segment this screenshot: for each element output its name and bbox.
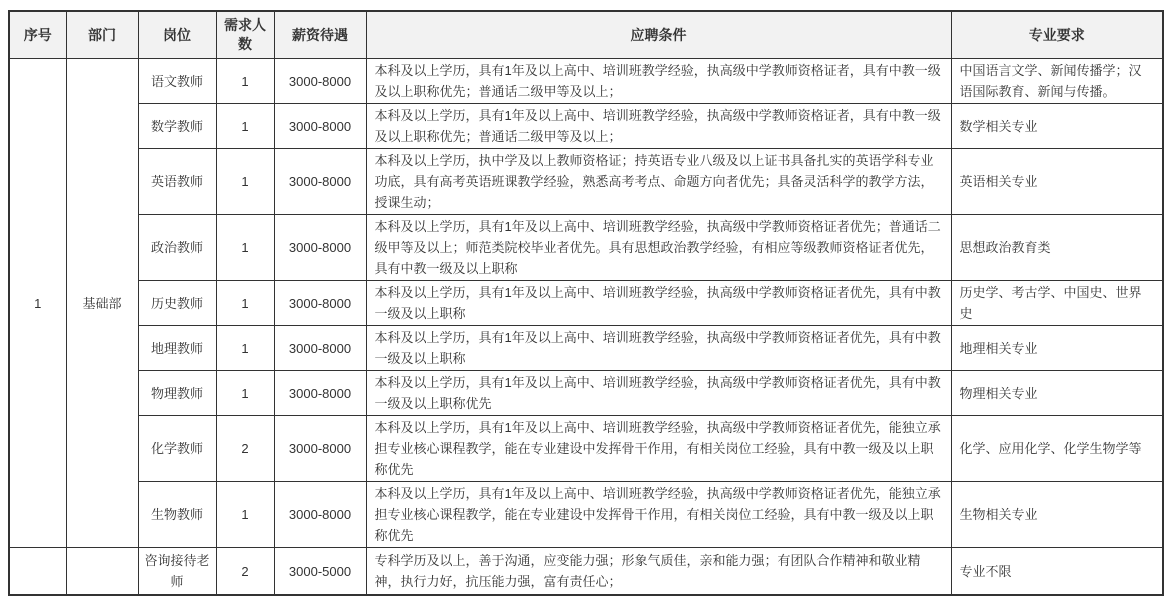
department-cell [66,548,138,596]
table-row [9,215,1163,281]
position-cell: 生物教师 [138,482,216,548]
count-cell: 1 [216,59,274,104]
conditions-cell: 本科及以上学历，具有1年及以上高中、培训班教学经验，执高级中学教师资格证者，具有中教一级及以上职称优先；普通话二级甲等及以上； [366,104,951,149]
conditions-cell: 本科及以上学历，具有1年及以上高中、培训班教学经验，执高级中学教师资格证者，具有中教一级及以上职称优先；普通话二级甲等及以上； [366,59,951,104]
salary-cell: 3000-8000 [274,104,366,149]
col-header-serial: 序号 [9,11,66,59]
count-cell: 2 [216,416,274,482]
major-cell: 地理相关专业 [951,326,1163,371]
conditions-cell: 本科及以上学历，具有1年及以上高中、培训班教学经验，执高级中学教师资格证者优先，具有中教一级及以上职称 [366,326,951,371]
salary-cell: 3000-5000 [274,548,366,596]
salary-cell: 3000-8000 [274,326,366,371]
position-cell: 物理教师 [138,371,216,416]
position-cell: 化学教师 [138,416,216,482]
salary-cell: 3000-8000 [274,281,366,326]
conditions-cell: 本科及以上学历，具有1年及以上高中、培训班教学经验，执高级中学教师资格证者优先，具有中教一级及以上职称 [366,281,951,326]
table-row [9,482,1163,548]
salary-cell: 3000-8000 [274,149,366,215]
table-row [9,416,1163,482]
position-cell: 地理教师 [138,326,216,371]
position-cell: 数学教师 [138,104,216,149]
major-cell: 思想政治教育类 [951,215,1163,281]
major-cell: 英语相关专业 [951,149,1163,215]
position-cell: 政治教师 [138,215,216,281]
position-cell: 英语教师 [138,149,216,215]
salary-cell: 3000-8000 [274,482,366,548]
count-cell: 2 [216,548,274,596]
table-row [9,281,1163,326]
position-cell: 历史教师 [138,281,216,326]
major-cell: 中国语言文学、新闻传播学；汉语国际教育、新闻与传播。 [951,59,1163,104]
table-row [9,371,1163,416]
table-row [9,149,1163,215]
major-cell: 专业不限 [951,548,1163,596]
salary-cell: 3000-8000 [274,215,366,281]
salary-cell: 3000-8000 [274,416,366,482]
table-row [9,104,1163,149]
count-cell: 1 [216,326,274,371]
count-cell: 1 [216,482,274,548]
major-cell: 化学、应用化学、化学生物学等 [951,416,1163,482]
count-cell: 1 [216,215,274,281]
major-cell: 历史学、考古学、中国史、世界史 [951,281,1163,326]
salary-cell: 3000-8000 [274,371,366,416]
serial-cell: 1 [9,59,66,548]
major-cell: 数学相关专业 [951,104,1163,149]
conditions-cell: 本科及以上学历，具有1年及以上高中、培训班教学经验，执高级中学教师资格证者优先，能独立承担专业核心课程教学，能在专业建设中发挥骨干作用，有相关岗位工经验，具有中教一级及以上职称优先 [366,482,951,548]
conditions-cell: 本科及以上学历，具有1年及以上高中、培训班教学经验，执高级中学教师资格证者优先；普通话二级甲等及以上；师范类院校毕业者优先。具有思想政治教学经验，有相应等级教师资格证者优先，具有中教一级及以上职称 [366,215,951,281]
conditions-cell: 本科及以上学历，具有1年及以上高中、培训班教学经验，执高级中学教师资格证者优先，具有中教一级及以上职称优先 [366,371,951,416]
col-header-department: 部门 [66,11,138,59]
major-cell: 生物相关专业 [951,482,1163,548]
serial-cell [9,548,66,596]
count-cell: 1 [216,149,274,215]
table-row [9,59,1163,104]
count-cell: 1 [216,371,274,416]
position-cell: 语文教师 [138,59,216,104]
conditions-cell: 本科及以上学历，具有1年及以上高中、培训班教学经验，执高级中学教师资格证者优先，能独立承担专业核心课程教学，能在专业建设中发挥骨干作用，有相关岗位工经验，具有中教一级及以上职称优先 [366,416,951,482]
col-header-count: 需求人数 [216,11,274,59]
recruitment-table [8,10,1164,596]
table-row [9,326,1163,371]
count-cell: 1 [216,281,274,326]
count-cell: 1 [216,104,274,149]
table-row [9,548,1163,596]
col-header-conditions: 应聘条件 [366,11,951,59]
header-row [9,11,1163,59]
conditions-cell: 专科学历及以上，善于沟通，应变能力强；形象气质佳，亲和能力强；有团队合作精神和敬业精神，执行力好，抗压能力强，富有责任心； [366,548,951,596]
col-header-salary: 薪资待遇 [274,11,366,59]
col-header-position: 岗位 [138,11,216,59]
conditions-cell: 本科及以上学历，执中学及以上教师资格证；持英语专业八级及以上证书具备扎实的英语学科专业功底，具有高考英语班课教学经验，熟悉高考考点、命题方向者优先；具备灵活科学的教学方法，授课生动； [366,149,951,215]
major-cell: 物理相关专业 [951,371,1163,416]
col-header-major: 专业要求 [951,11,1163,59]
department-cell: 基础部 [66,59,138,548]
salary-cell: 3000-8000 [274,59,366,104]
position-cell: 咨询接待老师 [138,548,216,596]
